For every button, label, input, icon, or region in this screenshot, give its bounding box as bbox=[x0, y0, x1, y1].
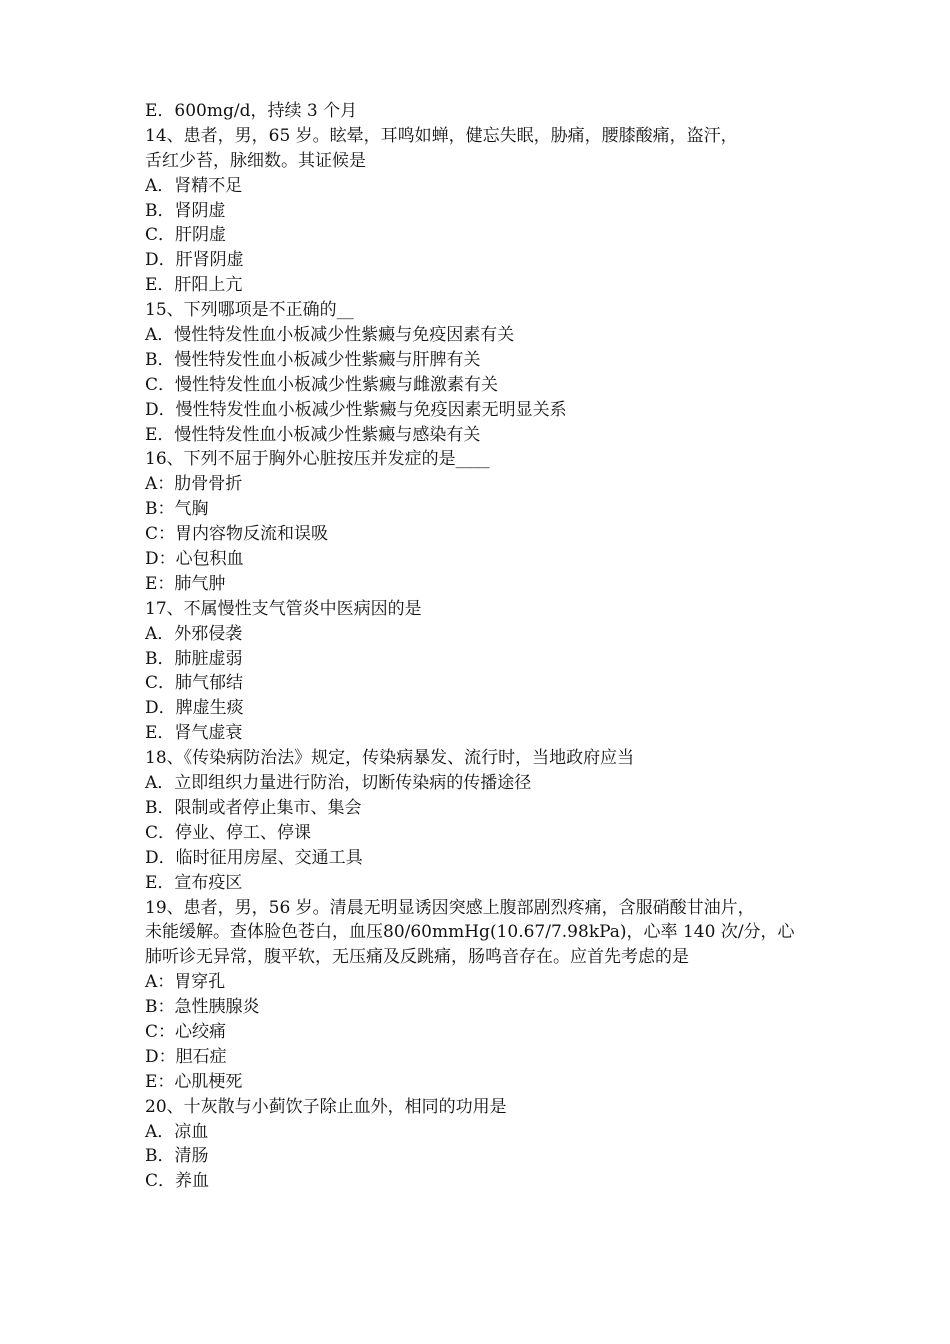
text-line: B．慢性特发性血小板减少性紫癜与肝脾有关 bbox=[145, 349, 481, 370]
document-body bbox=[145, 99, 815, 1194]
text-line: E．宣布疫区 bbox=[145, 872, 243, 893]
text-line: C．肝阴虚 bbox=[145, 225, 227, 246]
text-line: C．肺气郁结 bbox=[145, 673, 244, 694]
text-line: B．限制或者停止集市、集会 bbox=[145, 797, 362, 818]
text-line: C：心绞痛 bbox=[145, 1021, 227, 1042]
text-line: A．肾精不足 bbox=[145, 175, 243, 196]
text-line: A．外邪侵袭 bbox=[145, 623, 243, 644]
text-line: D．肝肾阴虚 bbox=[145, 250, 244, 271]
text-line: B：急性胰腺炎 bbox=[145, 997, 260, 1018]
text-line: A：胃穿孔 bbox=[145, 972, 226, 993]
text-line: A．凉血 bbox=[145, 1121, 209, 1142]
text-line: 舌红少苔，脉细数。其证候是 bbox=[145, 150, 366, 171]
text-line: D：心包积血 bbox=[145, 549, 244, 570]
text-line: D．脾虚生痰 bbox=[145, 698, 244, 719]
text-line: 未能缓解。查体脸色苍白，血压80/60mmHg(10.67/7.98kPa)，心率 140 次/分，心 bbox=[145, 922, 795, 943]
text-line: 18、《传染病防治法》规定，传染病暴发、流行时，当地政府应当 bbox=[145, 748, 635, 769]
text-line: E：肺气肿 bbox=[145, 573, 226, 594]
text-line: B．肺脏虚弱 bbox=[145, 648, 243, 669]
text-line: D．临时征用房屋、交通工具 bbox=[145, 847, 363, 868]
text-line: E．600mg/d，持续 3 个月 bbox=[145, 101, 358, 121]
text-line: 16、下列不屈于胸外心脏按压并发症的是____ bbox=[145, 449, 490, 470]
text-line: A．立即组织力量进行防治，切断传染病的传播途径 bbox=[145, 773, 532, 794]
text-line: 20、十灰散与小蓟饮子除止血外，相同的功用是 bbox=[145, 1096, 507, 1117]
text-line: C．养血 bbox=[145, 1171, 210, 1192]
text-line: B：气胸 bbox=[145, 499, 209, 520]
text-line: D：胆石症 bbox=[145, 1046, 227, 1067]
text-line: E．肝阳上亢 bbox=[145, 275, 243, 296]
text-line: 14、患者，男，65 岁。眩晕，耳鸣如蝉，健忘失眠，胁痛，腰膝酸痛，盗汗， bbox=[145, 125, 738, 146]
text-line: 肺听诊无异常，腹平软，无压痛及反跳痛，肠鸣音存在。应首先考虑的是 bbox=[145, 947, 689, 968]
text-line: C．停业、停工、停课 bbox=[145, 822, 312, 843]
text-line: 17、不属慢性支气管炎中医病因的是 bbox=[145, 598, 422, 619]
text-line: C：胃内容物反流和误吸 bbox=[145, 524, 329, 545]
text-line: E．慢性特发性血小板减少性紫癜与感染有关 bbox=[145, 424, 481, 445]
text-line: C．慢性特发性血小板减少性紫癜与雌激素有关 bbox=[145, 374, 499, 395]
text-line: E：心肌梗死 bbox=[145, 1071, 243, 1092]
text-line: B．清肠 bbox=[145, 1146, 209, 1167]
text-line: E．肾气虚衰 bbox=[145, 723, 243, 744]
text-line: 15、下列哪项是不正确的__ bbox=[145, 300, 354, 321]
text-line: A．慢性特发性血小板减少性紫癜与免疫因素有关 bbox=[145, 325, 515, 346]
text-line: A：肋骨骨折 bbox=[145, 474, 243, 495]
text-line: B．肾阴虚 bbox=[145, 200, 226, 221]
text-line: D．慢性特发性血小板减少性紫癜与免疫因素无明显关系 bbox=[145, 399, 567, 420]
text-line: 19、患者，男，56 岁。清晨无明显诱因突感上腹部剧烈疼痛，含服硝酸甘油片， bbox=[145, 897, 755, 918]
